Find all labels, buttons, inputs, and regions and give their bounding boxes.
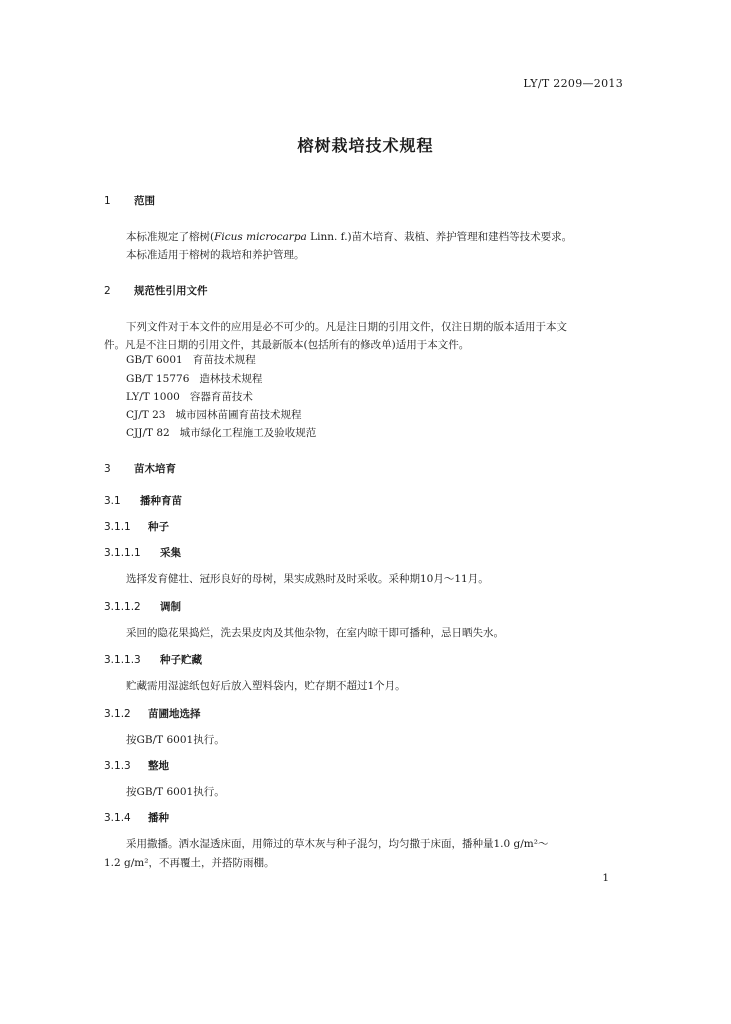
section-3-1-1-2-heading	[104, 599, 181, 614]
section-3-1-3-heading	[104, 758, 169, 773]
scope-paragraph-1: 本标准规定了榕树(Ficus microcarpa Linn. f.)苗木培育、栽植、养护管理和建档等技术要求。	[126, 231, 573, 243]
collection-paragraph: 选择发育健壮、冠形良好的母树，果实成熟时及时采收。采种期10月～11月。	[126, 573, 489, 585]
land-preparation-paragraph: 按GB/T 6001执行。	[126, 786, 225, 798]
section-3-heading	[104, 461, 176, 476]
section-number: 3.1.2	[104, 708, 131, 720]
section-title: 种子贮藏	[160, 654, 202, 666]
storage-paragraph: 贮藏需用湿滤纸包好后放入塑料袋内，贮存期不超过1个月。	[126, 680, 406, 692]
section-number: 3.1.1.3	[104, 654, 141, 666]
section-3-1-1-1-heading	[104, 545, 181, 560]
section-title: 播种	[148, 812, 169, 824]
preparation-paragraph: 采回的隐花果捣烂，洗去果皮肉及其他杂物，在室内晾干即可播种，忌日晒失水。	[126, 627, 504, 639]
section-3-1-1-heading	[104, 519, 169, 534]
sowing-paragraph-line-1: 采用撒播。洒水湿透床面，用筛过的草木灰与种子混匀，均匀撒于床面，播种量1.0 g/m²～	[126, 838, 549, 850]
section-3-1-4-heading	[104, 810, 169, 825]
reference-item: GB/T 6001 育苗技术规程	[126, 354, 256, 366]
reference-item: CJJ/T 82 城市绿化工程施工及验收规范	[126, 427, 317, 439]
scope-paragraph-2: 本标准适用于榕树的栽培和养护管理。	[126, 249, 305, 261]
latin-name: Ficus microcarpa	[214, 231, 307, 243]
page-number: 1	[602, 872, 609, 884]
section-title: 整地	[148, 760, 169, 772]
section-title: 调制	[160, 601, 181, 613]
section-number: 3.1.4	[104, 812, 131, 824]
section-title: 范围	[134, 195, 155, 207]
section-title: 苗圃地选择	[148, 708, 201, 720]
section-number: 3.1.3	[104, 760, 131, 772]
section-title: 播种育苗	[140, 495, 182, 507]
section-3-1-1-3-heading	[104, 652, 202, 667]
standard-code: LY/T 2209—2013	[523, 77, 623, 90]
section-title: 采集	[160, 547, 181, 559]
section-number: 3.1.1	[104, 521, 131, 533]
section-number: 1	[104, 195, 111, 207]
section-1-heading	[104, 193, 155, 208]
section-3-1-heading	[104, 493, 182, 508]
references-intro-line-2: 件。凡是不注日期的引用文件，其最新版本(包括所有的修改单)适用于本文件。	[104, 339, 470, 351]
section-title: 苗木培育	[134, 463, 176, 475]
section-number: 3	[104, 463, 111, 475]
section-number: 3.1.1.1	[104, 547, 141, 559]
reference-item: GB/T 15776 造林技术规程	[126, 373, 263, 385]
reference-item: CJ/T 23 城市园林苗圃育苗技术规程	[126, 409, 302, 421]
section-title: 规范性引用文件	[134, 285, 208, 297]
sowing-paragraph-line-2: 1.2 g/m²，不再覆土，并搭防雨棚。	[104, 857, 275, 869]
section-3-1-2-heading	[104, 706, 201, 721]
document-title: 榕树栽培技术规程	[297, 136, 434, 155]
references-intro-line-1: 下列文件对于本文件的应用是必不可少的。凡是注日期的引用文件，仅注日期的版本适用于本文	[126, 321, 567, 333]
section-number: 3.1	[104, 495, 121, 507]
section-2-heading	[104, 283, 208, 298]
reference-item: LY/T 1000 容器育苗技术	[126, 391, 253, 403]
nursery-selection-paragraph: 按GB/T 6001执行。	[126, 734, 225, 746]
section-title: 种子	[148, 521, 169, 533]
section-number: 2	[104, 285, 111, 297]
section-number: 3.1.1.2	[104, 601, 141, 613]
